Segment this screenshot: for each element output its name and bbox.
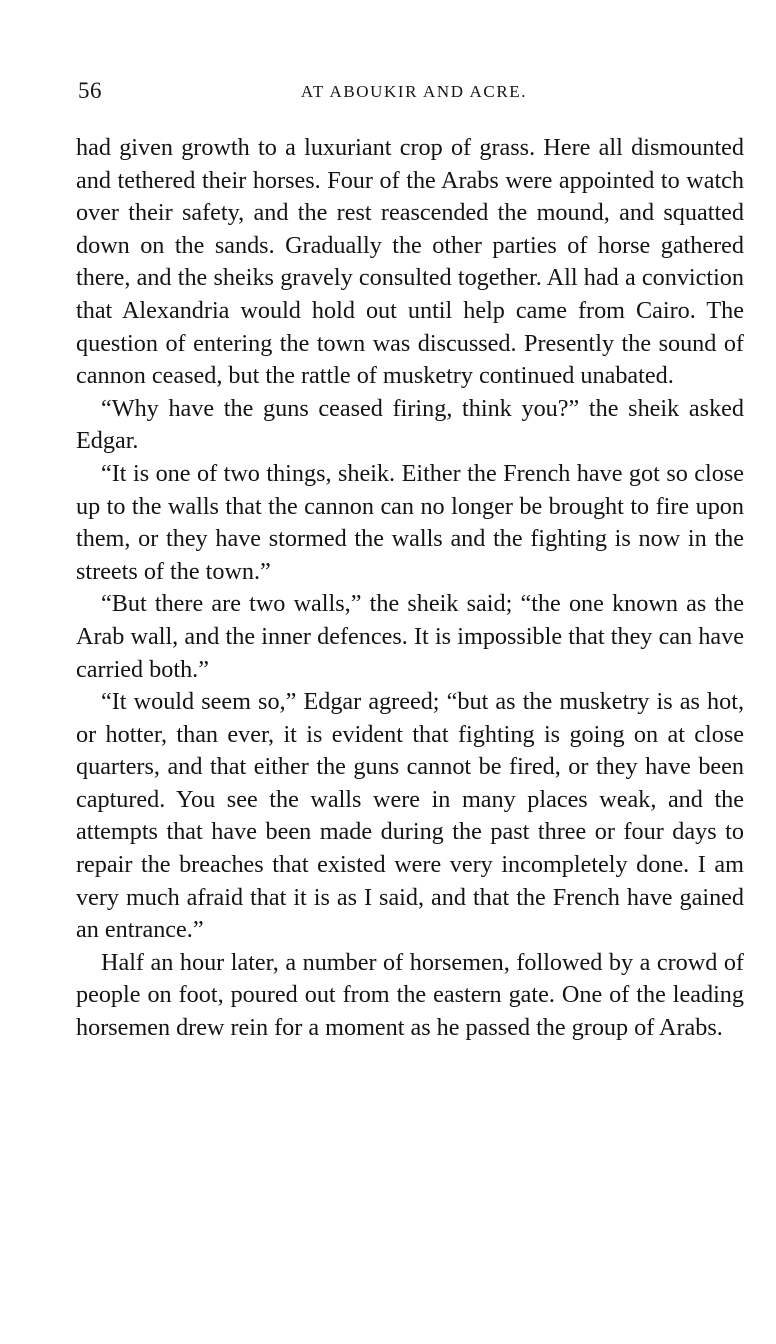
paragraph-6: Half an hour later, a number of horsemen, followed by a crowd of people on foot, poured out from the eastern gate. One of the leading horsemen drew rein for a moment as he passed the group of Arabs. xyxy=(76,948,744,1042)
book-page xyxy=(76,78,744,1045)
running-title: AT ABOUKIR AND ACRE. xyxy=(300,82,528,101)
page-number: 56 xyxy=(78,78,102,103)
paragraph-1: had given growth to a luxuriant crop of grass. Here all dismounted and tethered their horses. Four of the Arabs were appointed to watch over their safety, and the rest reascended the mound, and squatted down on the sands. Gradually the other parties of horse gathered there, and the sheiks gravely consulted together. All had a conviction that Alexandria would hold out until help came from Cairo. The question of entering the town was discussed. Presently the sound of cannon ceased, but the rattle of musketry continued unabated. xyxy=(76,134,744,390)
paragraph-3: “It is one of two things, sheik. Either the French have got so close up to the walls that the cannon can no longer be brought to fire upon them, or they have stormed the walls and the fighting is now in the streets of the town.” xyxy=(76,459,744,585)
paragraph-2: “Why have the guns ceased firing, think you?” the sheik asked Edgar. xyxy=(76,394,744,455)
paragraph-4: “But there are two walls,” the sheik said; “the one known as the Arab wall, and the inner defences. It is impossible that they can have carried both.” xyxy=(76,590,744,683)
body-text xyxy=(76,132,744,1045)
paragraph-5: “It would seem so,” Edgar agreed; “but as the musketry is as hot, or hotter, than ever, it is evident that fighting is going on at close quarters, and that either the guns cannot be fired, or they have been captured. You see the walls were in many places weak, and the attempts that have been made during the past three or four days to repair the breaches that existed were very incompletely done. I am very much afraid that it is as I said, and that the French have gained an entrance.” xyxy=(76,688,744,944)
running-head xyxy=(76,78,744,112)
